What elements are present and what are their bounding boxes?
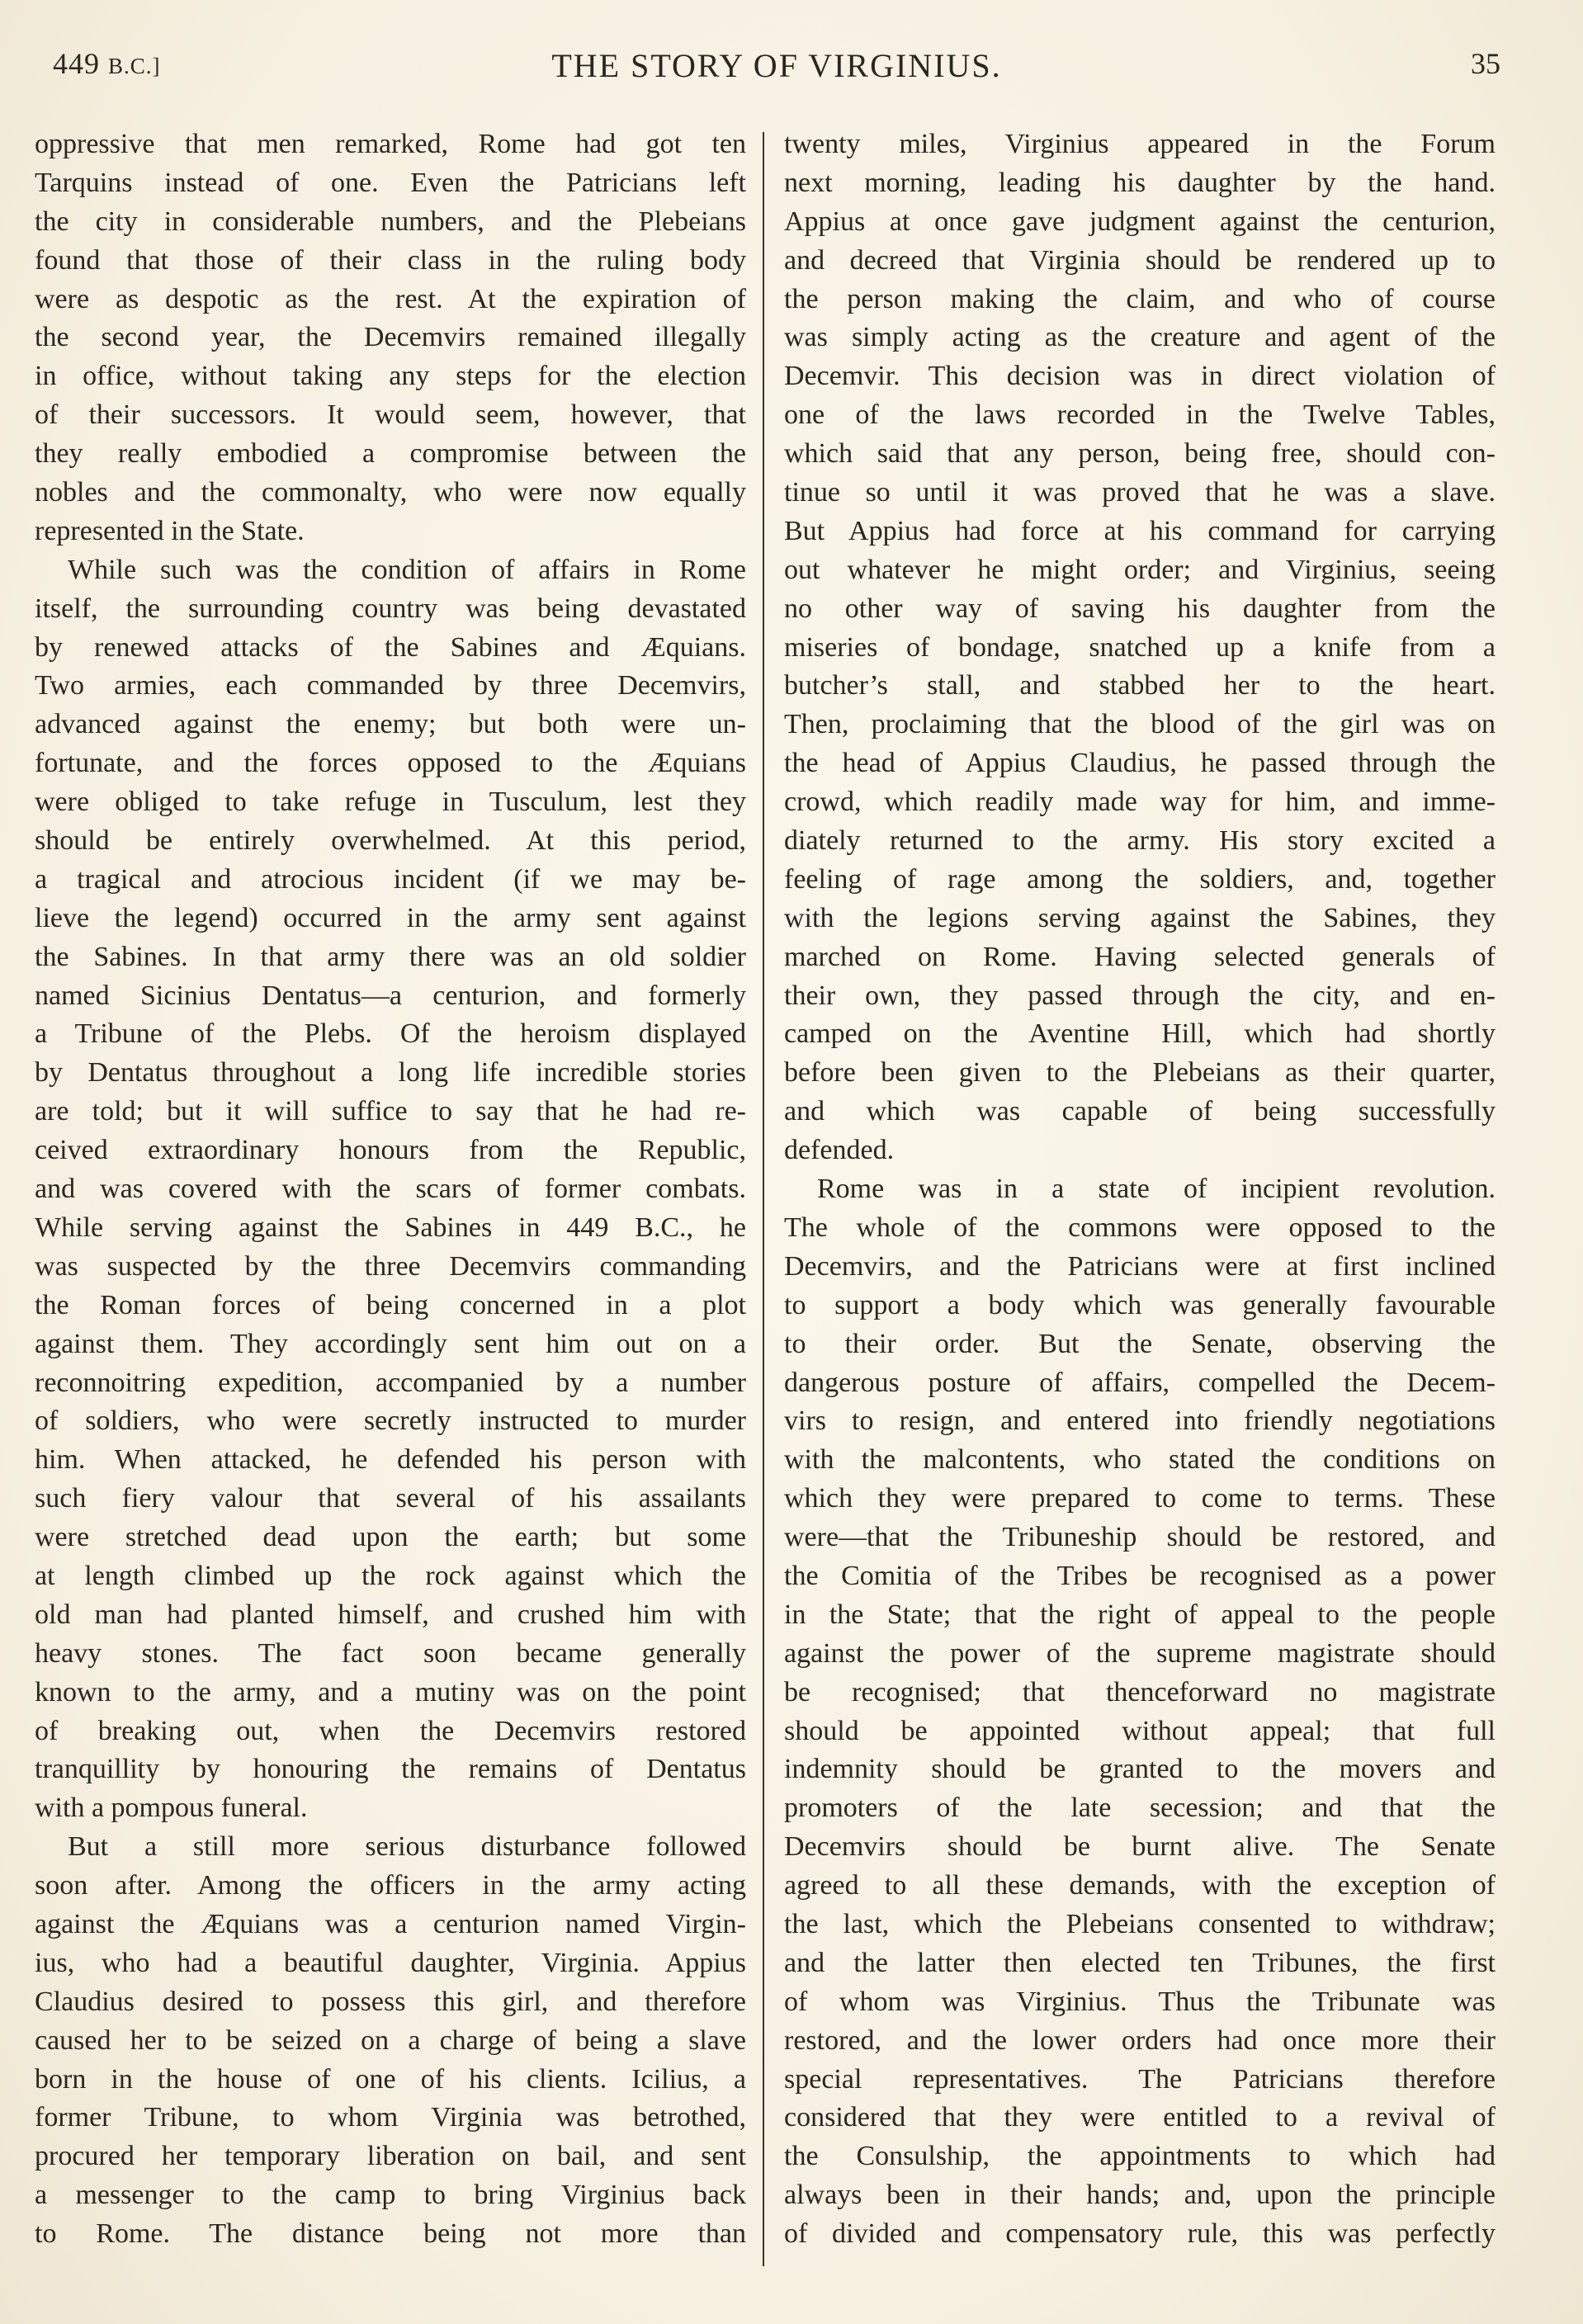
text-line: the city in considerable numbers, and the Plebeians [35, 205, 746, 237]
text-line: ceived extraordinary honours from the Republic, [35, 1135, 746, 1166]
text-line: by renewed attacks of the Sabines and Æquians. [35, 631, 746, 663]
text-line: represented in the State. [35, 515, 305, 546]
text-line: old man had planted himself, and crushed him with [35, 1599, 746, 1630]
text-line: tinue so until it was proved that he was a slave. [784, 477, 1496, 508]
text-line: be recognised; that thenceforward no magistrate [784, 1676, 1496, 1708]
text-line: to their order. But the Senate, observing the [784, 1328, 1496, 1359]
text-line: was suspected by the three Decemvirs commanding [35, 1250, 746, 1282]
text-line: restored, and the lower orders had once more their [784, 2024, 1496, 2056]
text-line: and which was capable of being successfully [784, 1096, 1496, 1127]
text-line: should be entirely overwhelmed. At this period, [35, 825, 746, 857]
text-line: out whatever he might order; and Virginius, seeing [784, 554, 1496, 585]
text-line: Tarquins instead of one. Even the Patricians left [35, 167, 746, 198]
text-line: camped on the Aventine Hill, which had shortly [784, 1018, 1496, 1050]
text-line: were stretched dead upon the earth; but some [35, 1522, 746, 1553]
page-number: 35 [1471, 47, 1500, 80]
text-line: advanced against the enemy; but both were un- [35, 709, 746, 740]
text-line: procured her temporary liberation on bail, and sent [35, 2141, 746, 2172]
text-line: the Roman forces of being concerned in a plot [35, 1289, 746, 1320]
text-line: no other way of saving his daughter from the [784, 593, 1496, 624]
text-line: Two armies, each commanded by three Decemvirs, [35, 670, 746, 701]
left-text-column [35, 125, 746, 2254]
text-line: miseries of bondage, snatched up a knife from a [784, 631, 1496, 663]
text-line: of breaking out, when the Decemvirs restored [35, 1715, 746, 1746]
text-line: The whole of the commons were opposed to the [784, 1212, 1496, 1243]
text-line: oppressive that men remarked, Rome had got ten [35, 129, 746, 159]
text-line: reconnoitring expedition, accompanied by a number [35, 1367, 746, 1398]
text-line: nobles and the commonalty, who were now equally [35, 477, 746, 508]
text-line: one of the laws recorded in the Twelve Tables, [784, 399, 1496, 431]
text-line: to Rome. The distance being not more than [35, 2218, 746, 2250]
text-line: next morning, leading his daughter by the hand. [784, 167, 1496, 198]
text-line: But Appius had force at his command for carrying [784, 515, 1496, 546]
text-line: were as despotic as the rest. At the expiration of [35, 283, 746, 314]
text-line: the head of Appius Claudius, he passed through the [784, 748, 1496, 779]
text-line: the person making the claim, and who of course [784, 283, 1496, 314]
text-line: marched on Rome. Having selected generals of [784, 941, 1496, 972]
text-line: against them. They accordingly sent him out on a [35, 1328, 746, 1359]
text-line: to support a body which was generally favourable [784, 1289, 1496, 1320]
text-line: with a pompous funeral. [35, 1793, 308, 1824]
text-line: against the power of the supreme magistrate should [784, 1637, 1496, 1669]
text-line: the last, which the Plebeians consented to withdraw; [784, 1908, 1496, 1939]
text-line: Decemvirs should be burnt alive. The Senate [784, 1831, 1496, 1863]
text-line: considered that they were entitled to a revival of [784, 2102, 1496, 2133]
text-line: Claudius desired to possess this girl, and therefore [35, 1986, 746, 2017]
text-line: ius, who had a beautiful daughter, Virginia. Appius [35, 1947, 746, 1978]
text-line: which they were prepared to come to terms. These [784, 1483, 1496, 1514]
text-line: promoters of the late secession; and that the [784, 1793, 1496, 1824]
text-line: with the malcontents, who stated the conditions on [784, 1444, 1496, 1476]
right-text-column [784, 125, 1496, 2254]
text-line: heavy stones. The fact soon became generally [35, 1637, 746, 1669]
text-line: Decemvir. This decision was in direct violation of [784, 361, 1496, 392]
page-title: THE STORY OF VIRGINIUS. [551, 47, 1002, 84]
column-divider [763, 132, 764, 2266]
text-line: defended. [784, 1135, 895, 1166]
text-line: of their successors. It would seem, however, that [35, 399, 746, 431]
text-line: and decreed that Virginia should be rendered up to [784, 244, 1496, 276]
text-line: they really embodied a compromise between the [35, 438, 746, 470]
text-line: him. When attacked, he defended his person with [35, 1444, 746, 1476]
text-line: was simply acting as the creature and agent of the [784, 322, 1496, 353]
text-line: While serving against the Sabines in 449 B.C., he [35, 1212, 746, 1243]
text-line: Decemvirs, and the Patricians were at first inclined [784, 1250, 1496, 1282]
text-line: itself, the surrounding country was being devastated [35, 593, 746, 624]
text-line: and was covered with the scars of former combats. [35, 1174, 746, 1205]
text-line: the Comitia of the Tribes be recognised as a power [784, 1560, 1496, 1591]
text-line: the Consulship, the appointments to which had [784, 2141, 1496, 2172]
text-line: their own, they passed through the city, and en- [784, 980, 1496, 1011]
text-line: agreed to all these demands, with the exception of [784, 1870, 1496, 1901]
text-line: Then, proclaiming that the blood of the girl was on [784, 709, 1496, 740]
text-line: crowd, which readily made way for him, and imme- [784, 786, 1496, 818]
text-line: in office, without taking any steps for the election [35, 361, 746, 392]
text-line: in the State; that the right of appeal to the people [784, 1599, 1496, 1630]
text-line: known to the army, and a mutiny was on the point [35, 1676, 746, 1708]
text-line: dangerous posture of affairs, compelled the Decem- [784, 1367, 1496, 1398]
text-line: soon after. Among the officers in the army acting [35, 1870, 746, 1901]
text-line: before been given to the Plebeians as their quarter, [784, 1057, 1496, 1089]
text-line: are told; but it will suffice to say that he had re- [35, 1096, 746, 1127]
text-line: should be appointed without appeal; that full [784, 1715, 1496, 1746]
text-line: at length climbed up the rock against which the [35, 1560, 746, 1591]
text-line: were obliged to take refuge in Tusculum, lest they [35, 786, 746, 818]
text-line: butcher’s stall, and stabbed her to the heart. [784, 670, 1496, 701]
text-line: a Tribune of the Plebs. Of the heroism displayed [35, 1018, 746, 1050]
text-line: the second year, the Decemvirs remained illegally [35, 322, 746, 353]
text-line: the Sabines. In that army there was an old soldier [35, 941, 746, 972]
text-line: which said that any person, being free, should con- [784, 438, 1496, 470]
text-line: always been in their hands; and, upon the principle [784, 2180, 1496, 2211]
text-line: and the latter then elected ten Tribunes, the first [784, 1947, 1496, 1978]
text-line: found that those of their class in the ruling body [35, 244, 746, 276]
text-line: feeling of rage among the soldiers, and, together [784, 863, 1496, 895]
text-line: of soldiers, who were secretly instructed to murder [35, 1405, 746, 1437]
text-line: were—that the Tribuneship should be restored, and [784, 1522, 1496, 1553]
text-line: such fiery valour that several of his assailants [35, 1483, 746, 1514]
text-line: fortunate, and the forces opposed to the Æquians [35, 748, 746, 779]
header-era: B.C.] [108, 54, 161, 78]
text-line: named Sicinius Dentatus—a centurion, and formerly [35, 980, 746, 1011]
text-line: with the legions serving against the Sabines, they [784, 902, 1496, 933]
text-line: twenty miles, Virginius appeared in the Forum [784, 129, 1496, 159]
text-line: caused her to be seized on a charge of being a slave [35, 2024, 746, 2056]
text-line: of whom was Virginius. Thus the Tribunate was [784, 1986, 1496, 2017]
text-line: tranquillity by honouring the remains of Dentatus [35, 1754, 746, 1785]
text-line: But a still more serious disturbance followed [68, 1831, 746, 1863]
text-line: Appius at once gave judgment against the centurion, [784, 205, 1496, 237]
text-line: lieve the legend) occurred in the army sent against [35, 902, 746, 933]
text-line: special representatives. The Patricians therefore [784, 2063, 1496, 2095]
text-line: by Dentatus throughout a long life incredible stories [35, 1057, 746, 1089]
text-line: born in the house of one of his clients. Icilius, a [35, 2063, 746, 2095]
text-line: While such was the condition of affairs in Rome [68, 554, 746, 585]
text-line: against the Æquians was a centurion named Virgin- [35, 1908, 746, 1939]
header-year: 449 [53, 47, 100, 80]
text-line: of divided and compensatory rule, this was perfectly [784, 2218, 1496, 2250]
text-line: diately returned to the army. His story excited a [784, 825, 1496, 857]
text-line: a tragical and atrocious incident (if we may be- [35, 863, 746, 895]
text-line: former Tribune, to whom Virginia was betrothed, [35, 2102, 746, 2133]
text-line: virs to resign, and entered into friendly negotiations [784, 1405, 1496, 1437]
text-line: a messenger to the camp to bring Virginius back [35, 2180, 746, 2211]
running-header [53, 46, 1500, 96]
text-line: indemnity should be granted to the movers and [784, 1754, 1496, 1785]
text-line: Rome was in a state of incipient revolution. [817, 1174, 1496, 1205]
